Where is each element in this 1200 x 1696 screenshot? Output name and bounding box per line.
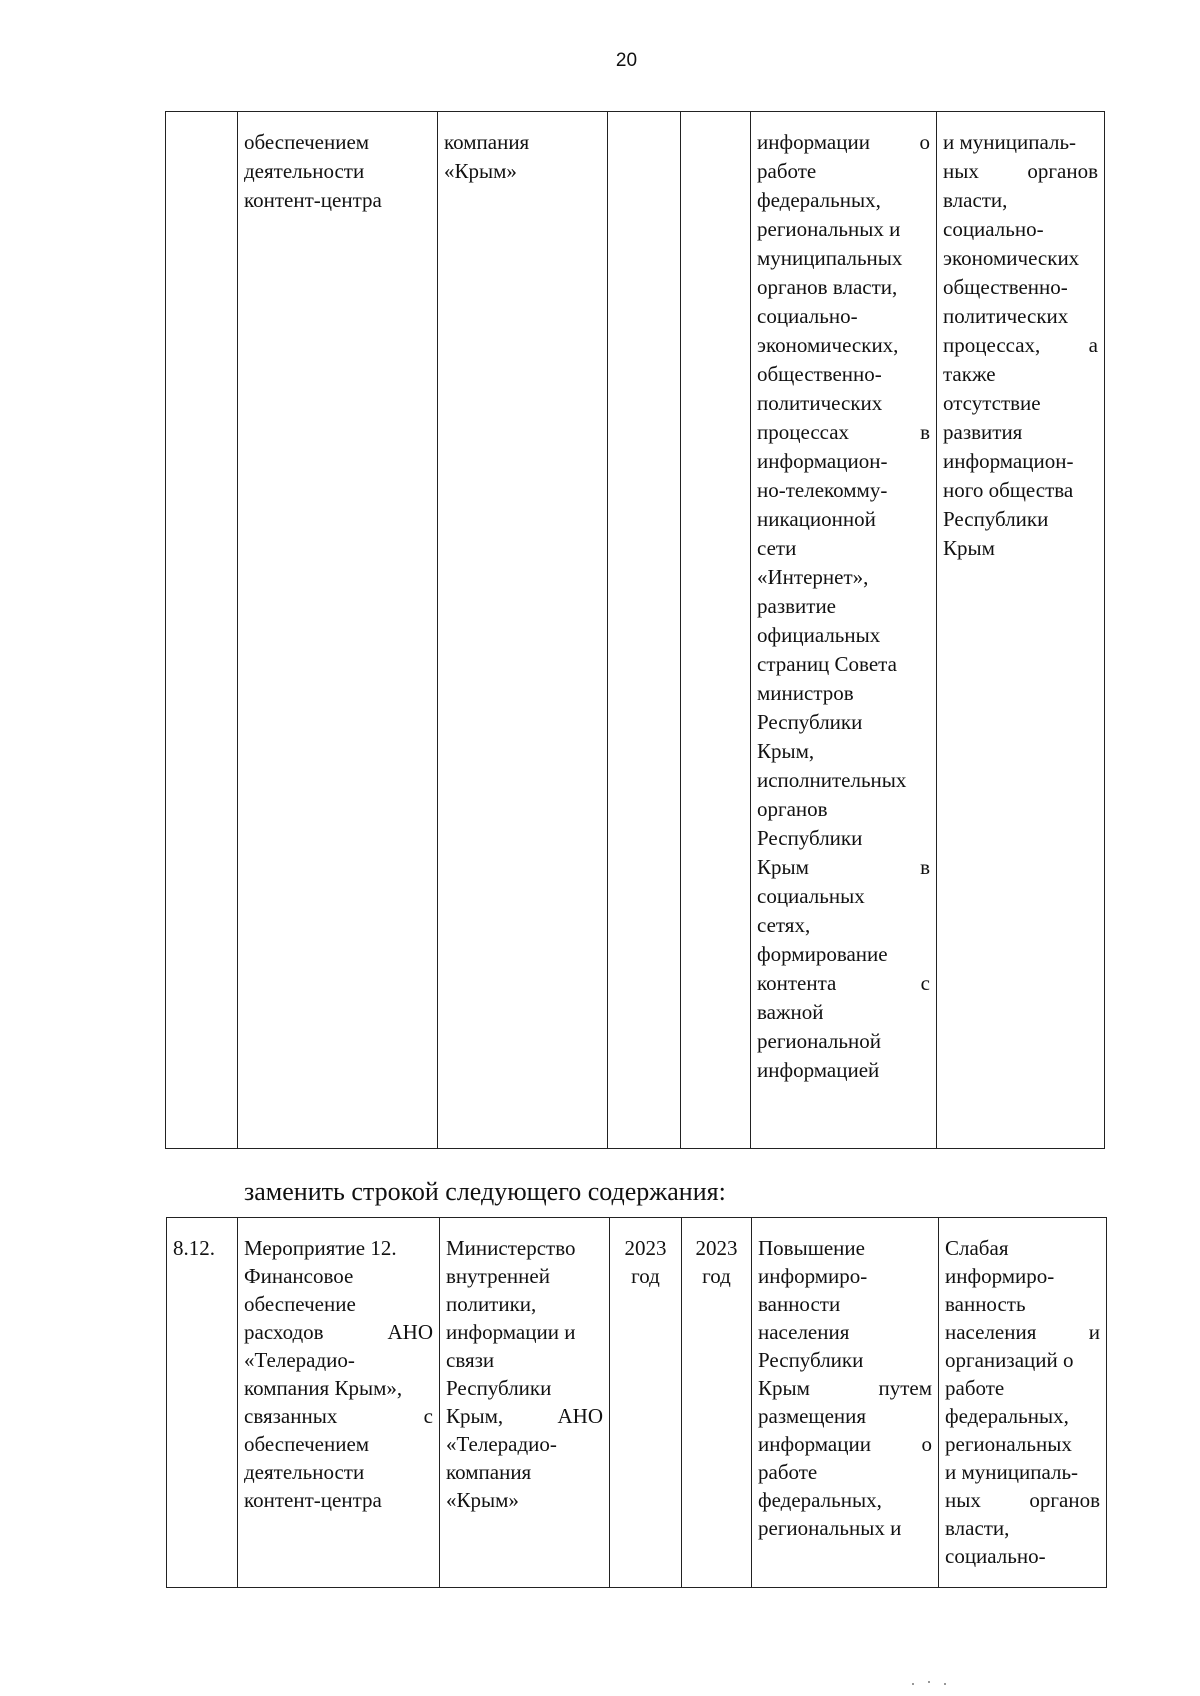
cell-text-line: Республики	[757, 826, 863, 850]
cell-text-line: компания Крым»,	[244, 1376, 403, 1400]
cell-text-line: Республики	[943, 507, 1049, 531]
cell-text-line: министров	[757, 681, 854, 705]
replacement-caption: заменить строкой следующего содержания:	[244, 1177, 726, 1206]
cell-text-line	[244, 1402, 433, 1430]
cell-text-line: Слабая	[945, 1236, 1009, 1260]
cell-text-word: о	[921, 1432, 932, 1456]
cell-text-line: политических	[757, 391, 883, 415]
cell-number: 8.12.	[167, 1218, 238, 1588]
cell-text-line: «Крым»	[444, 159, 517, 183]
cell-text-line: важной	[757, 1000, 824, 1024]
cell-consequences	[939, 1218, 1107, 1588]
cell-text-line: компания	[444, 130, 530, 154]
cell-text-line: размещения	[758, 1404, 867, 1428]
cell-text-line	[943, 331, 1098, 360]
cell-text-line: ванности	[758, 1292, 841, 1316]
cell-text-line: также	[943, 362, 996, 386]
cell-text-line: ного общества	[943, 478, 1074, 502]
cell-text-line	[758, 1374, 932, 1402]
cell-end-year	[682, 1218, 752, 1588]
cell-text-word: информации	[757, 130, 870, 154]
cell-text-line: обеспечением	[244, 130, 370, 154]
cell-text-line	[757, 853, 930, 882]
cell-text-line: деятельности	[244, 1460, 365, 1484]
cell-text-word: органов	[1029, 1488, 1100, 1512]
cell-text-line: «Крым»	[446, 1488, 519, 1512]
cell-text-line: Крым,	[757, 739, 815, 763]
cell-text-word: Крым,	[446, 1404, 504, 1428]
cell-text-line: деятельности	[244, 159, 365, 183]
cell-text-line: ванность	[945, 1292, 1026, 1316]
cell-text-word: расходов	[244, 1320, 324, 1344]
cell-text-line: региональных и	[758, 1516, 902, 1540]
cell-text-line: федеральных,	[758, 1488, 882, 1512]
cell-text-line: «Интернет»,	[757, 565, 869, 589]
cell-text-line: отсутствие	[943, 391, 1041, 415]
cell-text-line: власти,	[945, 1516, 1010, 1540]
cell-text-word: органов	[1027, 159, 1098, 183]
cell-text-word: с	[423, 1404, 433, 1428]
cell-text-word: путем	[878, 1376, 932, 1400]
cell-text-line: информации и	[446, 1320, 576, 1344]
cell-text-line: никационной	[757, 507, 876, 531]
cell-responsible	[438, 112, 608, 1149]
cell-text-line: официальных	[757, 623, 881, 647]
cell-activity	[238, 112, 438, 1149]
cell-text-word: связанных	[244, 1404, 338, 1428]
cell-expected-result	[752, 1218, 939, 1588]
cell-text-line: контент-центра	[244, 1488, 382, 1512]
cell-text-line: информиро-	[945, 1264, 1055, 1288]
cell-responsible	[440, 1218, 610, 1588]
cell-text-line: Республики	[446, 1376, 552, 1400]
cell-text-line: власти,	[943, 188, 1008, 212]
cell-text-word: информации	[758, 1432, 871, 1456]
cell-text-line: Крым	[943, 536, 995, 560]
cell-text-word: процессах	[757, 420, 850, 444]
cell-text-line: Финансовое	[244, 1264, 354, 1288]
cell-text-word: процессах,	[943, 333, 1041, 357]
cell-text-line	[945, 1318, 1100, 1346]
cell-text-line: работе	[945, 1376, 1005, 1400]
cell-text-line: региональной	[757, 1029, 881, 1053]
cell-text-word: ных	[945, 1488, 981, 1512]
cell-text-line: социально-	[757, 304, 858, 328]
cell-text-line: и муниципаль-	[943, 130, 1077, 154]
cell-text-line: экономических,	[757, 333, 899, 357]
cell-text-word: контента	[757, 971, 837, 995]
cell-text-line: внутренней	[446, 1264, 550, 1288]
cell-text-line: социальных	[757, 884, 865, 908]
cell-text-line	[943, 157, 1098, 186]
cell-end-year	[681, 112, 751, 1149]
table-continuation	[165, 111, 1105, 1149]
cell-text-line: «Телерадио-	[446, 1432, 557, 1456]
cell-text-line: сети	[757, 536, 797, 560]
cell-text-line: компания	[446, 1460, 532, 1484]
cell-text-word: в	[920, 855, 930, 879]
cell-text-line: региональных и	[757, 217, 901, 241]
cell-text-line: обеспечением	[244, 1432, 370, 1456]
cell-text-line: страниц Совета	[757, 652, 897, 676]
cell-text-line: политических	[943, 304, 1069, 328]
cell-text-line: информиро-	[758, 1264, 868, 1288]
cell-text-line: социально-	[945, 1544, 1046, 1568]
cell-expected-result	[751, 112, 937, 1149]
cell-text-line: Мероприятие 12.	[244, 1236, 397, 1260]
cell-text-line: общественно-	[757, 362, 882, 386]
table-row	[167, 1218, 1107, 1588]
cell-text-line: но-телекомму-	[757, 478, 888, 502]
cell-text-line: контент-центра	[244, 188, 382, 212]
cell-text-word: АНО	[557, 1404, 603, 1428]
cell-text-line: населения	[758, 1320, 850, 1344]
cell-text-line: и муниципаль-	[945, 1460, 1079, 1484]
cell-text-line: социально-	[943, 217, 1044, 241]
cell-text-line: политики,	[446, 1292, 537, 1316]
cell-text-word: ных	[943, 159, 979, 183]
cell-number	[166, 112, 238, 1149]
cell-text-line: Республики	[758, 1348, 864, 1372]
cell-text-line: информацион-	[943, 449, 1074, 473]
cell-text-line: общественно-	[943, 275, 1068, 299]
cell-text-line	[244, 1318, 433, 1346]
cell-consequences	[937, 112, 1105, 1149]
cell-text-line: информацией	[757, 1058, 880, 1082]
cell-text-line: сетях,	[757, 913, 811, 937]
cell-text-line	[758, 1430, 932, 1458]
cell-text-line: исполнительных	[757, 768, 907, 792]
cell-text-word: АНО	[387, 1320, 433, 1344]
cell-text-line: Повышение	[758, 1236, 865, 1260]
cell-text-line: развитие	[757, 594, 837, 618]
cell-text-word: а	[1088, 333, 1098, 357]
cell-text-line: год	[702, 1264, 731, 1288]
cell-text-line: связи	[446, 1348, 495, 1372]
cell-text-line	[446, 1402, 603, 1430]
page-number: 20	[615, 50, 638, 71]
cell-text-line: 2023	[624, 1236, 667, 1260]
cell-activity	[238, 1218, 440, 1588]
cell-text-line: федеральных,	[757, 188, 881, 212]
cell-text-line: работе	[757, 159, 817, 183]
cell-text-line	[757, 969, 930, 998]
scan-specks	[910, 1680, 950, 1686]
cell-start-year	[608, 112, 681, 1149]
cell-text-word: о	[919, 130, 930, 154]
cell-text-line: обеспечение	[244, 1292, 356, 1316]
cell-text-line: информацион-	[757, 449, 888, 473]
cell-text-word: Крым	[758, 1376, 810, 1400]
cell-text-line	[945, 1486, 1100, 1514]
cell-text-line: организаций о	[945, 1348, 1074, 1372]
table-replacement	[166, 1217, 1107, 1588]
cell-text-word: Крым	[757, 855, 809, 879]
cell-text-line: Министерство	[446, 1236, 576, 1260]
cell-text-word: населения	[945, 1320, 1037, 1344]
cell-text-line	[757, 418, 930, 447]
cell-text-line: федеральных,	[945, 1404, 1069, 1428]
cell-text-word: и	[1088, 1320, 1100, 1344]
cell-text-line: 2023	[695, 1236, 738, 1260]
cell-text-line: работе	[758, 1460, 818, 1484]
cell-text-line: «Телерадио-	[244, 1348, 355, 1372]
cell-text-word: с	[920, 971, 930, 995]
cell-text-word: в	[920, 420, 930, 444]
cell-text-line: органов власти,	[757, 275, 898, 299]
cell-start-year	[610, 1218, 682, 1588]
cell-text-line: органов	[757, 797, 828, 821]
cell-text-line: региональных	[945, 1432, 1072, 1456]
table-row	[166, 112, 1105, 1149]
cell-text-line	[757, 128, 930, 157]
cell-text-line: экономических	[943, 246, 1080, 270]
cell-text-line: Республики	[757, 710, 863, 734]
cell-text-line: муниципальных	[757, 246, 903, 270]
cell-text-line: развития	[943, 420, 1023, 444]
cell-text-line: формирование	[757, 942, 888, 966]
cell-text-line: год	[631, 1264, 660, 1288]
